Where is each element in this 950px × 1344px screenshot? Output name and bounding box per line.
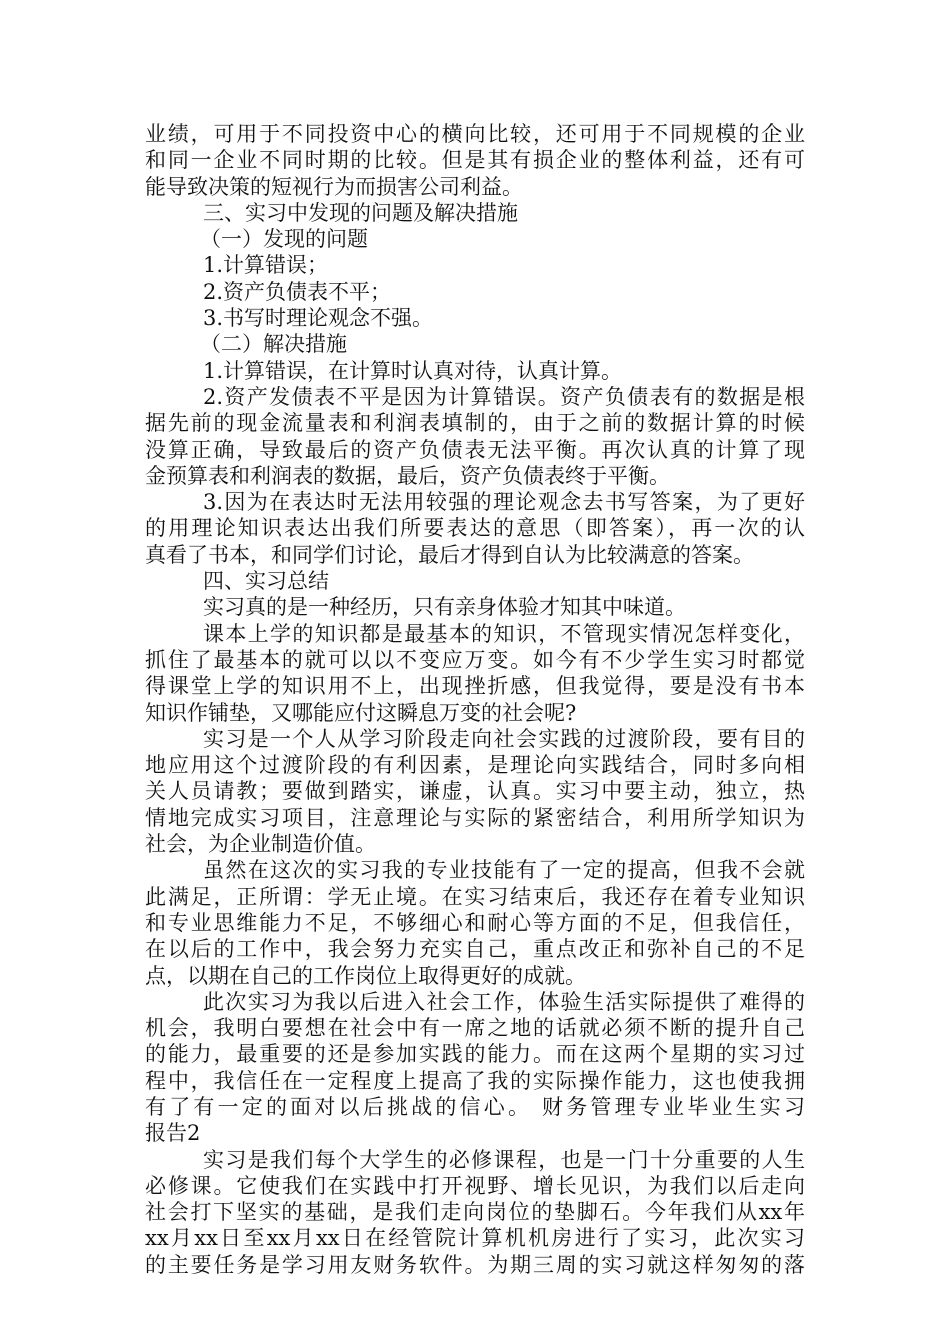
text-line: 此满足，正所谓：学无止境。在实习结束后，我还存在着专业知识 [145, 884, 805, 909]
text-line: xx月xx日至xx月xx日在经管院计算机机房进行了实习，此次实习 [145, 1226, 805, 1251]
section-heading: 三、实习中发现的问题及解决措施 [203, 200, 518, 225]
text-line: 没算正确，导致最后的资产负债表无法平衡。再次认真的计算了现 [145, 437, 805, 462]
text-line: 据先前的现金流量表和利润表填制的，由于之前的数据计算的时候 [145, 411, 805, 436]
list-item: 1.计算错误； [203, 253, 329, 278]
document-body [145, 121, 805, 1278]
subsection-heading: （二）解决措施 [200, 332, 347, 357]
text-line: 知识作铺垫，又哪能应付这瞬息万变的社会呢? [145, 700, 577, 725]
text-line: 和专业思维能力不足，不够细心和耐心等方面的不足，但我信任， [145, 910, 805, 935]
text-line: 关人员请教；要做到踏实，谦虚，认真。实习中要主动，独立，热 [145, 779, 805, 804]
text-line: 程中，我信任在一定程度上提高了我的实际操作能力，这也使我拥 [145, 1068, 805, 1093]
text-line: 3.因为在表达时无法用较强的理论观念去书写答案，为了更好 [203, 490, 805, 515]
text-line: 此次实习为我以后进入社会工作，体验生活实际提供了难得的 [203, 989, 805, 1014]
text-line: 真看了书本，和同学们讨论，最后才得到自认为比较满意的答案。 [145, 542, 754, 567]
text-line: 的主要任务是学习用友财务软件。为期三周的实习就这样匆匆的落 [145, 1252, 805, 1277]
text-line: 的能力，最重要的还是参加实践的能力。而在这两个星期的实习过 [145, 1042, 805, 1067]
text-line: 虽然在这次的实习我的专业技能有了一定的提高，但我不会就 [203, 858, 805, 883]
text-line: 抓住了最基本的就可以以不变应万变。如今有不少学生实习时都觉 [145, 647, 805, 672]
text-line: 实习是我们每个大学生的必修课程，也是一门十分重要的人生 [203, 1147, 805, 1172]
text-line: 在以后的工作中，我会努力充实自己，重点改正和弥补自己的不足 [145, 937, 805, 962]
text-line: 社会打下坚实的基础，是我们走向岗位的垫脚石。今年我们从xx年 [145, 1200, 805, 1225]
text-line: 地应用这个过渡阶段的有利因素，是理论向实践结合，同时多向相 [145, 753, 805, 778]
text-line: 实习是一个人从学习阶段走向社会实践的过渡阶段，要有目的 [203, 726, 805, 751]
section-heading: 四、实习总结 [203, 569, 329, 594]
subsection-heading: （一）发现的问题 [200, 227, 368, 252]
text-line: 有了有一定的面对以后挑战的信心。 财务管理专业毕业生实习 [145, 1094, 805, 1119]
text-line: 报告2 [145, 1121, 201, 1146]
text-line: 点，以期在自己的工作岗位上取得更好的成就。 [145, 963, 586, 988]
text-line: 情地完成实习项目，注意理论与实际的紧密结合，利用所学知识为 [145, 805, 805, 830]
text-line: 业绩，可用于不同投资中心的横向比较，还可用于不同规模的企业 [145, 122, 805, 146]
list-item: 3.书写时理论观念不强。 [203, 306, 434, 331]
text-line: 必修课。它使我们在实践中打开视野、增长见识，为我们以后走向 [145, 1173, 805, 1198]
text-line: 的用理论知识表达出我们所要表达的意思（即答案），再一次的认 [145, 516, 805, 541]
text-line: 机会，我明白要想在社会中有一席之地的话就必须不断的提升自己 [145, 1016, 805, 1041]
text-line: 课本上学的知识都是最基本的知识，不管现实情况怎样变化， [203, 621, 805, 646]
text-line: 能导致决策的短视行为而损害公司利益。 [145, 174, 523, 199]
list-item: 2.资产负债表不平； [203, 279, 392, 304]
text-line: 实习真的是一种经历，只有亲身体验才知其中味道。 [203, 595, 686, 620]
text-line: 和同一企业不同时期的比较。但是其有损企业的整体利益，还有可 [145, 148, 805, 173]
text-line: 社会，为企业制造价值。 [145, 832, 376, 857]
text-line: 得课堂上学的知识用不上，出现挫折感，但我觉得，要是没有书本 [145, 674, 805, 699]
text-line: 2.资产发债表不平是因为计算错误。资产负债表有的数据是根 [203, 384, 805, 409]
text-line: 金预算表和利润表的数据，最后，资产负债表终于平衡。 [145, 463, 670, 488]
list-item: 1.计算错误，在计算时认真对待，认真计算。 [203, 358, 623, 383]
